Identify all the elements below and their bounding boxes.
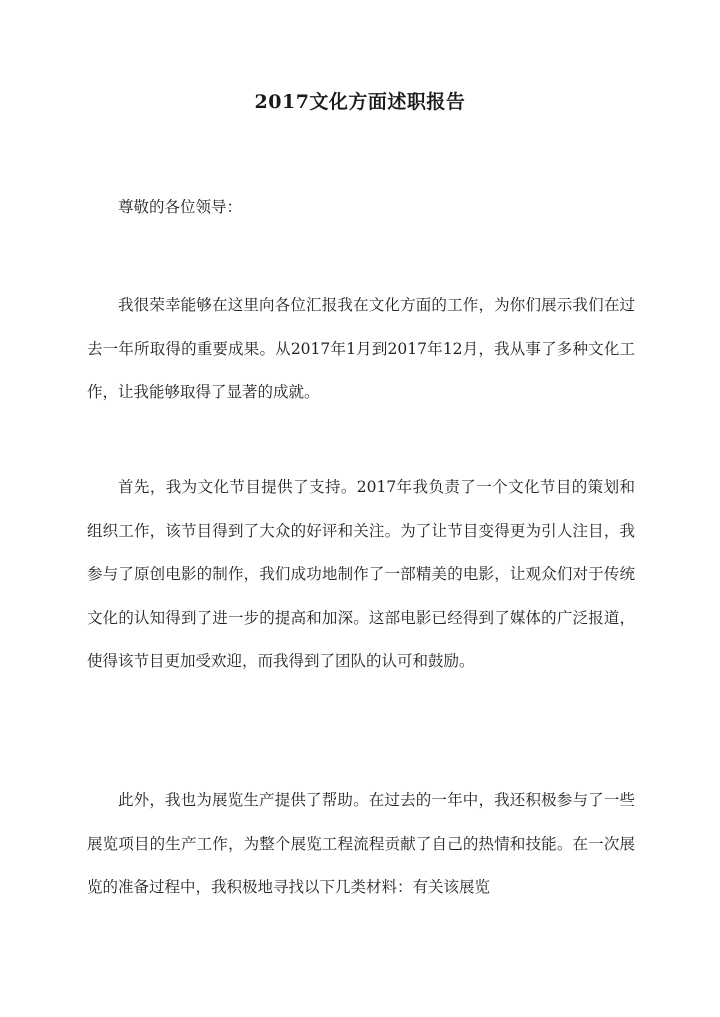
paragraph-1: 我很荣幸能够在这里向各位汇报我在文化方面的工作，为你们展示我们在过去一年所取得的重要成果。从2017年1月到2017年12月，我从事了多种文化工作，让我能够取得了显著的成就。 (87, 296, 635, 401)
paragraph-3: 此外，我也为展览生产提供了帮助。在过去的一年中，我还积极参与了一些展览项目的生产工作，为整个展览工程流程贡献了自己的热情和技能。在一次展览的准备过程中，我积极地寻找以下几类材料：有关该展览 (87, 791, 635, 896)
salutation: 尊敬的各位领导： (118, 198, 243, 216)
document-title: 2017文化方面述职报告 (254, 91, 466, 113)
paragraph-2: 首先，我为文化节目提供了支持。2017年我负责了一个文化节目的策划和组织工作，该节目得到了大众的好评和关注。为了让节目变得更为引人注目，我参与了原创电影的制作，我们成功地制作了一部精美的电影，让观众们对于传统文化的认知得到了进一步的提高和加深。这部电影已经得到了媒体的广泛报道，使得该节目更加受欢迎，而我得到了团队的认可和鼓励。 (87, 478, 635, 670)
